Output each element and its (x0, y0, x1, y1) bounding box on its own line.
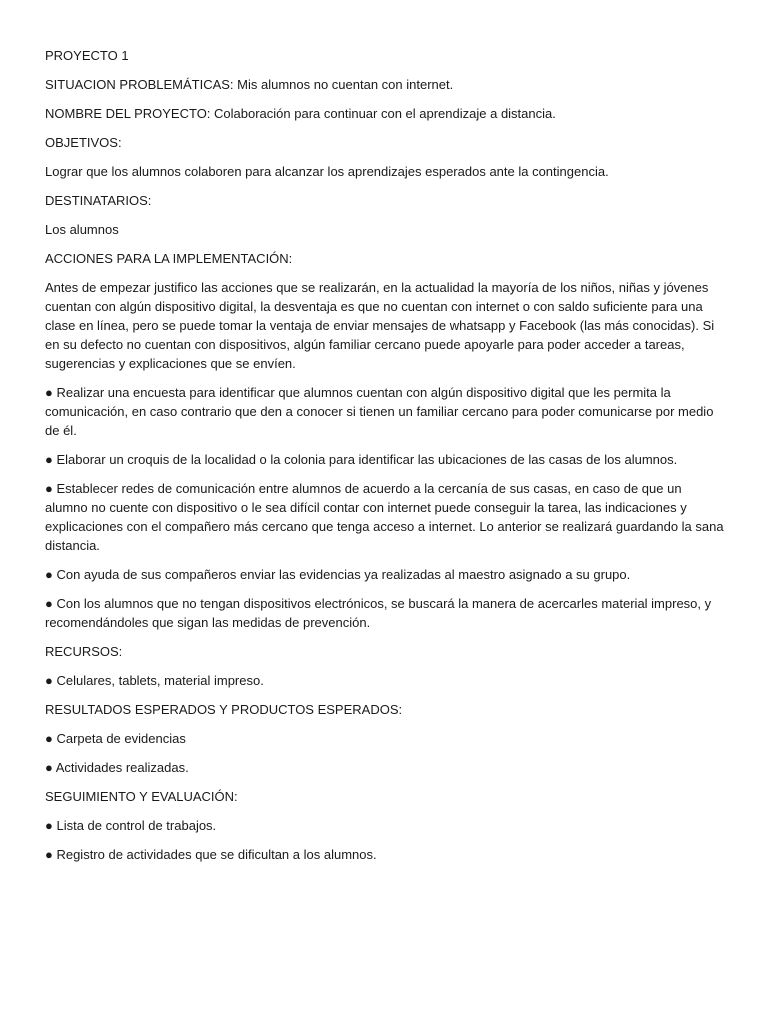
action-item: ● Establecer redes de comunicación entre alumnos de acuerdo a la cercanía de sus casas, en caso de que un alumno no cuente con dispositivo o le sea difícil contar con internet puede conseguir la tarea, las indicaciones y explicaciones con el compañero más cercano que tenga acceso a internet. Lo anterior se realizará guardando la sana distancia. (45, 481, 724, 553)
resources-heading: RECURSOS: (45, 644, 123, 659)
action-item: ● Elaborar un croquis de la localidad o la colonia para identificar las ubicaciones de las casas de los alumnos. (45, 452, 678, 467)
action-item: ● Con ayuda de sus compañeros enviar las evidencias ya realizadas al maestro asignado a su grupo. (45, 567, 631, 582)
problem-statement: SITUACION PROBLEMÁTICAS: Mis alumnos no cuentan con internet. (45, 77, 454, 92)
evaluation-item: ● Registro de actividades que se dificultan a los alumnos. (45, 847, 377, 862)
recipients-text: Los alumnos (45, 222, 119, 237)
project-title: PROYECTO 1 (45, 48, 129, 63)
results-heading: RESULTADOS ESPERADOS Y PRODUCTOS ESPERADOS: (45, 702, 403, 717)
evaluation-heading: SEGUIMIENTO Y EVALUACIÓN: (45, 789, 238, 804)
resource-item: ● Celulares, tablets, material impreso. (45, 673, 264, 688)
action-item: ● Con los alumnos que no tengan dispositivos electrónicos, se buscará la manera de acercarles material impreso, y recomendándoles que sigan las medidas de prevención. (45, 596, 712, 630)
objectives-text: Lograr que los alumnos colaboren para alcanzar los aprendizajes esperados ante la contingencia. (45, 164, 609, 179)
evaluation-item: ● Lista de control de trabajos. (45, 818, 217, 833)
action-item: ● Realizar una encuesta para identificar que alumnos cuentan con algún dispositivo digital que les permita la comunicación, en caso contrario que den a conocer si tienen un familiar cercano para poder comunicarse por medio de él. (45, 385, 714, 438)
objectives-heading: OBJETIVOS: (45, 135, 122, 150)
result-item: ● Carpeta de evidencias (45, 731, 186, 746)
actions-heading: ACCIONES PARA LA IMPLEMENTACIÓN: (45, 251, 293, 266)
result-item: ● Actividades realizadas. (45, 760, 189, 775)
actions-intro: Antes de empezar justifico las acciones que se realizarán, en la actualidad la mayoría de los niños, niñas y jóvenes cuentan con algún dispositivo digital, la desventaja es que no cuentan con internet o con saldo suficiente para una clase en línea, pero se puede tomar la ventaja de enviar mensajes de whatsapp y Facebook (las más conocidas). Si en su defecto no cuentan con dispositivos, algún familiar cercano puede apoyarle para poder acceder a tareas, sugerencias y explicaciones que se envíen. (45, 280, 715, 371)
project-name: NOMBRE DEL PROYECTO: Colaboración para continuar con el aprendizaje a distancia. (45, 106, 556, 121)
recipients-heading: DESTINATARIOS: (45, 193, 152, 208)
document-page (45, 46, 725, 874)
